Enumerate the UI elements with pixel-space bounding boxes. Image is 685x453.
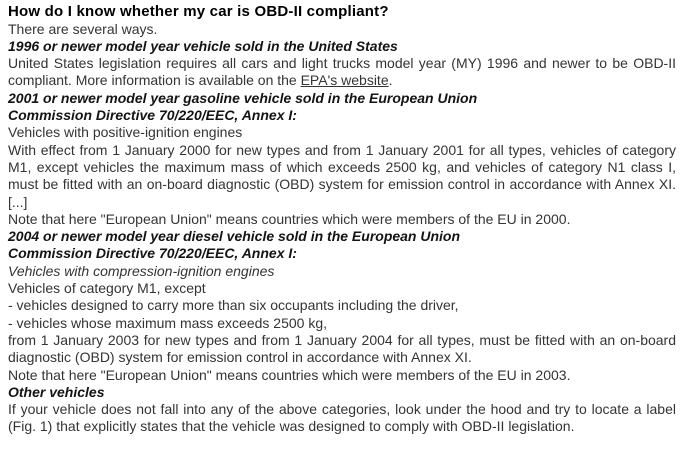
diesel-eu-note: Note that here "European Union" means countries which were members of the EU in 2003.: [8, 366, 571, 383]
section-heading-eu-gasoline-2001: 2001 or newer model year gasoline vehicle sold in the European Union: [8, 89, 478, 106]
gasoline-directive-body: With effect from 1 January 2000 for new types and from 1 January 2001 for all types, vehicles of category M1, except vehicles the maximum mass of which exceeds 2500 kg, and vehicles of category N1 class I, must be fitted with an on-board diagnostic (OBD) system for emission control in accordance with Annex XI. [...]: [8, 141, 676, 210]
diesel-directive-subheading: Commission Directive 70/220/EEC, Annex I:: [8, 245, 297, 262]
section-heading-eu-diesel-2004: 2004 or newer model year diesel vehicle sold in the European Union: [8, 228, 461, 245]
diesel-engine-type-line: Vehicles with compression-ignition engines: [8, 262, 275, 279]
us-body-before-link: United States legislation requires all cars and light trucks model year (MY) 1996 and newer to be OBD-II compliant. More information is available on the: [8, 55, 676, 89]
us-section-paragraph: [8, 55, 676, 90]
diesel-category-intro-line: Vehicles of category M1, except: [8, 280, 206, 297]
gasoline-directive-subheading: Commission Directive 70/220/EEC, Annex I:: [8, 107, 297, 124]
section-heading-other-vehicles: Other vehicles: [8, 383, 105, 400]
diesel-directive-body: from 1 January 2003 for new types and from 1 January 2004 for all types, must be fitted with an on-board diagnostic (OBD) system for emission control in accordance with Annex XI.: [8, 331, 676, 366]
section-heading-us-1996: 1996 or newer model year vehicle sold in the United States: [8, 37, 398, 54]
intro-text: There are several ways.: [8, 20, 158, 37]
diesel-exception-item: - vehicles whose maximum mass exceeds 2500 kg,: [8, 314, 328, 331]
us-body-after-link: .: [388, 72, 393, 89]
epa-website-link[interactable]: EPA's website: [300, 72, 389, 89]
other-vehicles-body: If your vehicle does not fall into any of the above categories, look under the hood and try to locate a label (Fig. 1) that explicitly states that the vehicle was designed to comply with OBD-II legislation.: [8, 401, 676, 435]
diesel-exception-item: - vehicles designed to carry more than six occupants including the driver,: [8, 297, 459, 314]
gasoline-eu-note: Note that here "European Union" means countries which were members of the EU in 2000.: [8, 210, 571, 227]
gasoline-engine-type-line: Vehicles with positive-ignition engines: [8, 124, 243, 141]
obd-compliance-document: [8, 3, 676, 436]
page-title: How do I know whether my car is OBD-II compliant?: [8, 3, 389, 20]
